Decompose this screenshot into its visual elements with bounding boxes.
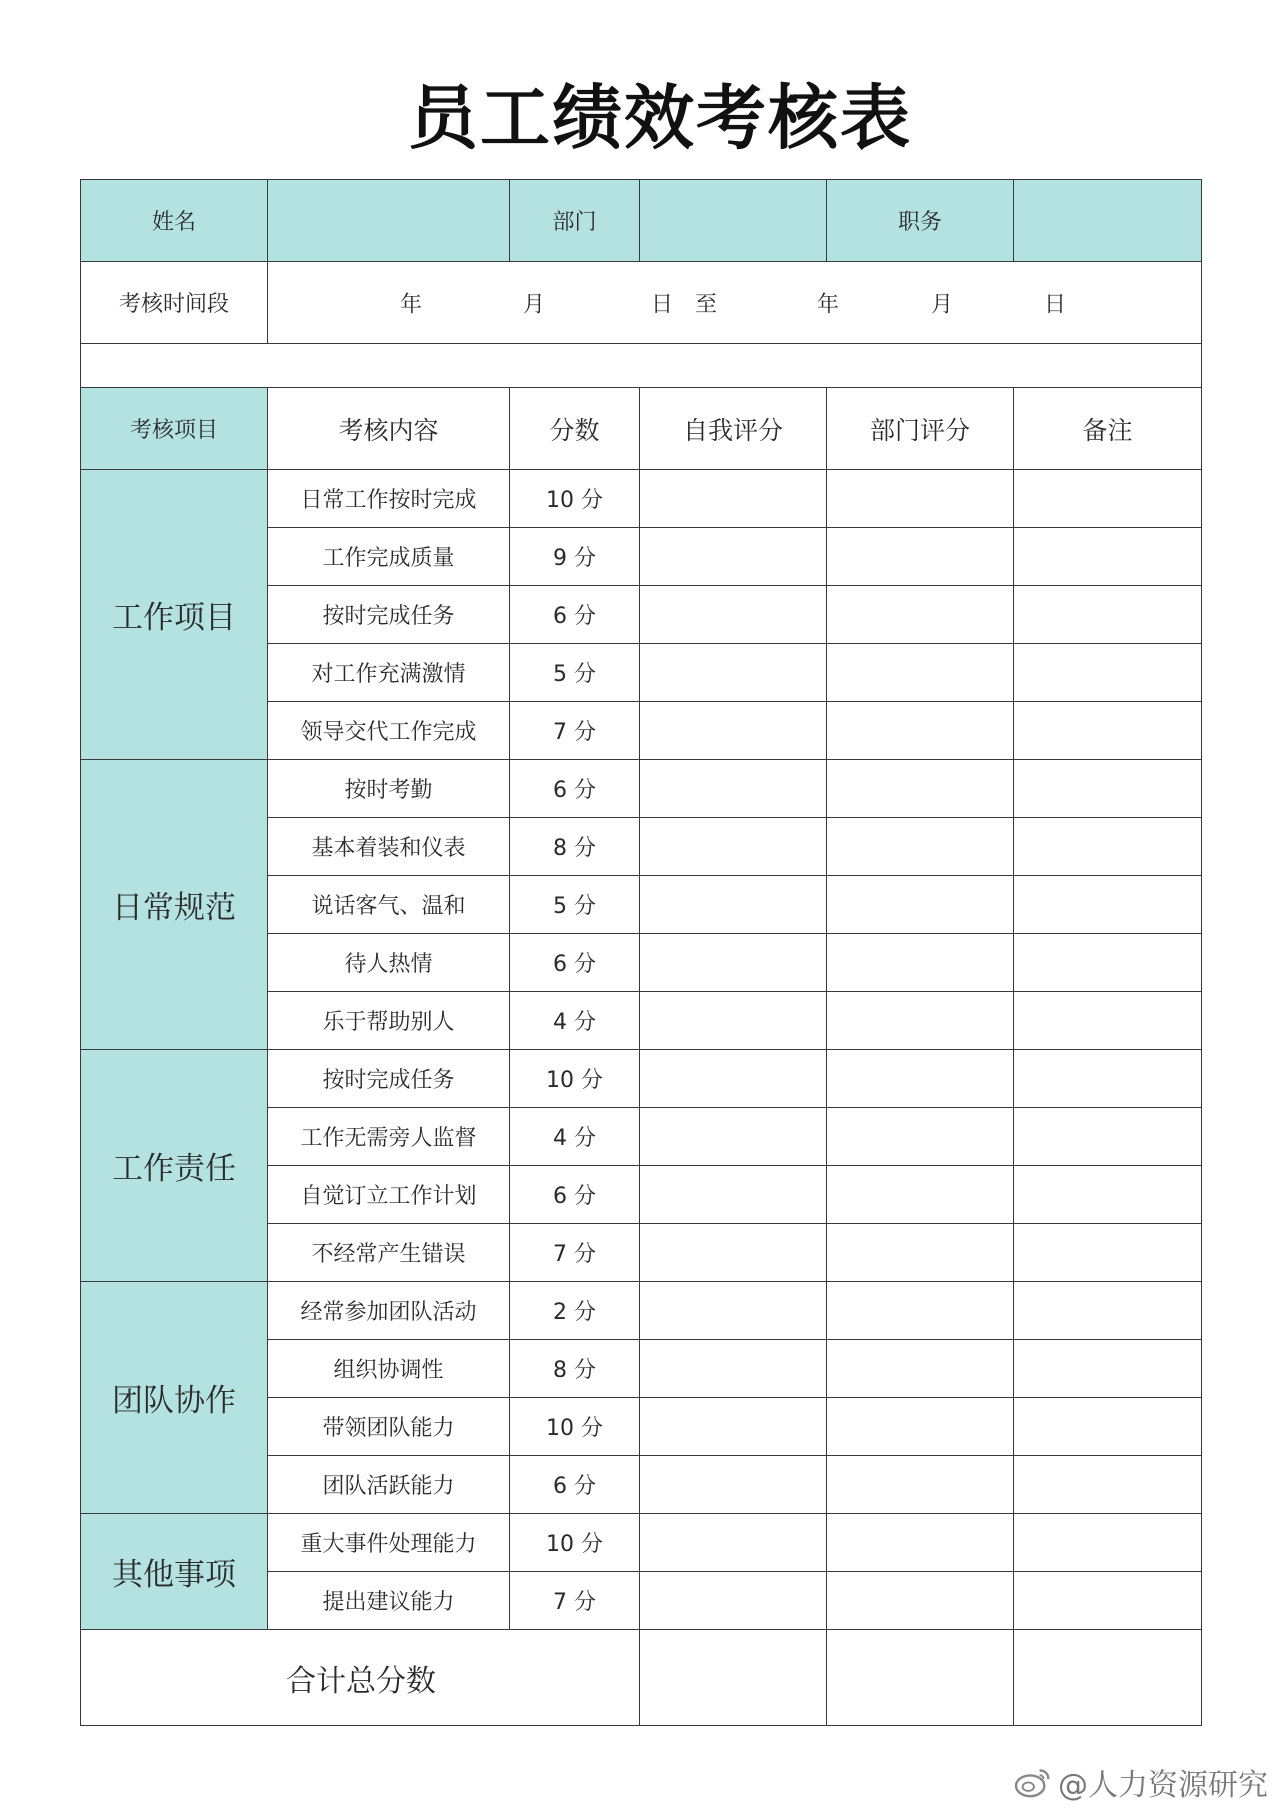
self-score-cell[interactable] (640, 1514, 827, 1572)
name-label: 姓名 (81, 180, 268, 262)
content-cell: 带领团队能力 (268, 1398, 510, 1456)
watermark-text: @人力资源研究 (1058, 1768, 1268, 1803)
dept-score-cell[interactable] (827, 702, 1014, 760)
spacer-row (81, 344, 1202, 388)
self-score-cell[interactable] (640, 818, 827, 876)
self-score-cell[interactable] (640, 992, 827, 1050)
score-cell: 4 分 (510, 992, 640, 1050)
table-row (81, 1282, 1202, 1340)
score-cell: 6 分 (510, 934, 640, 992)
period-token: 日 (651, 292, 674, 317)
score-cell: 5 分 (510, 644, 640, 702)
total-label: 合计总分数 (81, 1630, 640, 1726)
score-cell: 7 分 (510, 1224, 640, 1282)
dept-score-cell[interactable] (827, 470, 1014, 528)
category-cell: 团队协作 (81, 1282, 268, 1514)
col-item: 考核项目 (81, 388, 268, 470)
total-row (81, 1630, 1202, 1726)
period-token: 日 (1044, 292, 1067, 317)
score-cell: 7 分 (510, 702, 640, 760)
period-row (81, 262, 1202, 344)
score-cell: 2 分 (510, 1282, 640, 1340)
note-cell[interactable] (1014, 1514, 1202, 1572)
self-score-cell[interactable] (640, 1572, 827, 1630)
note-cell[interactable] (1014, 1282, 1202, 1340)
dept-score-cell[interactable] (827, 760, 1014, 818)
dept-score-cell[interactable] (827, 1050, 1014, 1108)
note-cell[interactable] (1014, 1050, 1202, 1108)
table-row (81, 1514, 1202, 1572)
content-cell: 不经常产生错误 (268, 1224, 510, 1282)
score-cell: 6 分 (510, 760, 640, 818)
self-score-cell[interactable] (640, 644, 827, 702)
note-cell[interactable] (1014, 644, 1202, 702)
period-field[interactable] (268, 262, 1202, 344)
note-cell[interactable] (1014, 1456, 1202, 1514)
period-token: 年 (400, 292, 423, 317)
col-dept: 部门评分 (827, 388, 1014, 470)
dept-label: 部门 (510, 180, 640, 262)
score-cell: 4 分 (510, 1108, 640, 1166)
self-score-cell[interactable] (640, 586, 827, 644)
category-cell: 其他事项 (81, 1514, 268, 1630)
dept-score-cell[interactable] (827, 1514, 1014, 1572)
content-cell: 对工作充满激情 (268, 644, 510, 702)
content-cell: 提出建议能力 (268, 1572, 510, 1630)
weibo-icon (1014, 1765, 1052, 1799)
note-cell[interactable] (1014, 760, 1202, 818)
self-score-cell[interactable] (640, 702, 827, 760)
note-cell[interactable] (1014, 1572, 1202, 1630)
score-cell: 10 分 (510, 1398, 640, 1456)
total-dept-cell[interactable] (827, 1630, 1014, 1726)
self-score-cell[interactable] (640, 760, 827, 818)
dept-score-cell[interactable] (827, 992, 1014, 1050)
watermark (1014, 1760, 1268, 1804)
content-cell: 自觉订立工作计划 (268, 1166, 510, 1224)
score-cell: 8 分 (510, 1340, 640, 1398)
period-token: 月 (931, 292, 954, 317)
self-score-cell[interactable] (640, 1456, 827, 1514)
table-row (81, 470, 1202, 528)
dept-score-cell[interactable] (827, 818, 1014, 876)
header-row (81, 180, 1202, 262)
self-score-cell[interactable] (640, 934, 827, 992)
dept-score-cell[interactable] (827, 1398, 1014, 1456)
total-self-cell[interactable] (640, 1630, 827, 1726)
content-cell: 按时完成任务 (268, 1050, 510, 1108)
position-label: 职务 (827, 180, 1014, 262)
content-cell: 领导交代工作完成 (268, 702, 510, 760)
content-cell: 说话客气、温和 (268, 876, 510, 934)
spacer-cell (81, 344, 1202, 388)
note-cell[interactable] (1014, 1108, 1202, 1166)
content-cell: 工作完成质量 (268, 528, 510, 586)
col-self: 自我评分 (640, 388, 827, 470)
dept-score-cell[interactable] (827, 644, 1014, 702)
self-score-cell[interactable] (640, 1050, 827, 1108)
content-cell: 日常工作按时完成 (268, 470, 510, 528)
content-cell: 经常参加团队活动 (268, 1282, 510, 1340)
note-cell[interactable] (1014, 992, 1202, 1050)
content-cell: 待人热情 (268, 934, 510, 992)
note-cell[interactable] (1014, 1166, 1202, 1224)
total-note-cell[interactable] (1014, 1630, 1202, 1726)
self-score-cell[interactable] (640, 470, 827, 528)
note-cell[interactable] (1014, 1224, 1202, 1282)
self-score-cell[interactable] (640, 1340, 827, 1398)
content-cell: 按时考勤 (268, 760, 510, 818)
dept-score-cell[interactable] (827, 1340, 1014, 1398)
dept-field[interactable] (640, 180, 827, 262)
score-cell: 10 分 (510, 470, 640, 528)
score-cell: 6 分 (510, 1166, 640, 1224)
note-cell[interactable] (1014, 1398, 1202, 1456)
score-cell: 6 分 (510, 586, 640, 644)
self-score-cell[interactable] (640, 1224, 827, 1282)
page-title: 员工绩效考核表 (408, 77, 912, 159)
note-cell[interactable] (1014, 934, 1202, 992)
col-content: 考核内容 (268, 388, 510, 470)
dept-score-cell[interactable] (827, 1456, 1014, 1514)
dept-score-cell[interactable] (827, 528, 1014, 586)
dept-score-cell[interactable] (827, 1166, 1014, 1224)
period-token: 至 (695, 292, 718, 317)
content-cell: 组织协调性 (268, 1340, 510, 1398)
dept-score-cell[interactable] (827, 1108, 1014, 1166)
note-cell[interactable] (1014, 702, 1202, 760)
period-token: 年 (817, 292, 840, 317)
note-cell[interactable] (1014, 470, 1202, 528)
score-cell: 7 分 (510, 1572, 640, 1630)
self-score-cell[interactable] (640, 1108, 827, 1166)
table-row (81, 760, 1202, 818)
dept-score-cell[interactable] (827, 1282, 1014, 1340)
note-cell[interactable] (1014, 1340, 1202, 1398)
category-cell: 工作责任 (81, 1050, 268, 1282)
col-note: 备注 (1014, 388, 1202, 470)
score-cell: 5 分 (510, 876, 640, 934)
dept-score-cell[interactable] (827, 934, 1014, 992)
content-cell: 工作无需旁人监督 (268, 1108, 510, 1166)
category-cell: 日常规范 (81, 760, 268, 1050)
self-score-cell[interactable] (640, 528, 827, 586)
self-score-cell[interactable] (640, 1282, 827, 1340)
position-field[interactable] (1014, 180, 1202, 262)
content-cell: 团队活跃能力 (268, 1456, 510, 1514)
note-cell[interactable] (1014, 528, 1202, 586)
score-cell: 6 分 (510, 1456, 640, 1514)
dept-score-cell[interactable] (827, 1224, 1014, 1282)
content-cell: 基本着装和仪表 (268, 818, 510, 876)
period-label: 考核时间段 (81, 262, 268, 344)
note-cell[interactable] (1014, 876, 1202, 934)
self-score-cell[interactable] (640, 1166, 827, 1224)
appraisal-table (80, 179, 1202, 1726)
score-cell: 8 分 (510, 818, 640, 876)
category-cell: 工作项目 (81, 470, 268, 760)
col-score: 分数 (510, 388, 640, 470)
content-cell: 按时完成任务 (268, 586, 510, 644)
note-cell[interactable] (1014, 818, 1202, 876)
name-field[interactable] (268, 180, 510, 262)
table-row (81, 1050, 1202, 1108)
note-cell[interactable] (1014, 586, 1202, 644)
column-header-row (81, 388, 1202, 470)
dept-score-cell[interactable] (827, 586, 1014, 644)
score-cell: 10 分 (510, 1514, 640, 1572)
self-score-cell[interactable] (640, 1398, 827, 1456)
self-score-cell[interactable] (640, 876, 827, 934)
dept-score-cell[interactable] (827, 1572, 1014, 1630)
content-cell: 重大事件处理能力 (268, 1514, 510, 1572)
content-cell: 乐于帮助别人 (268, 992, 510, 1050)
dept-score-cell[interactable] (827, 876, 1014, 934)
period-token: 月 (523, 292, 546, 317)
score-cell: 10 分 (510, 1050, 640, 1108)
score-cell: 9 分 (510, 528, 640, 586)
